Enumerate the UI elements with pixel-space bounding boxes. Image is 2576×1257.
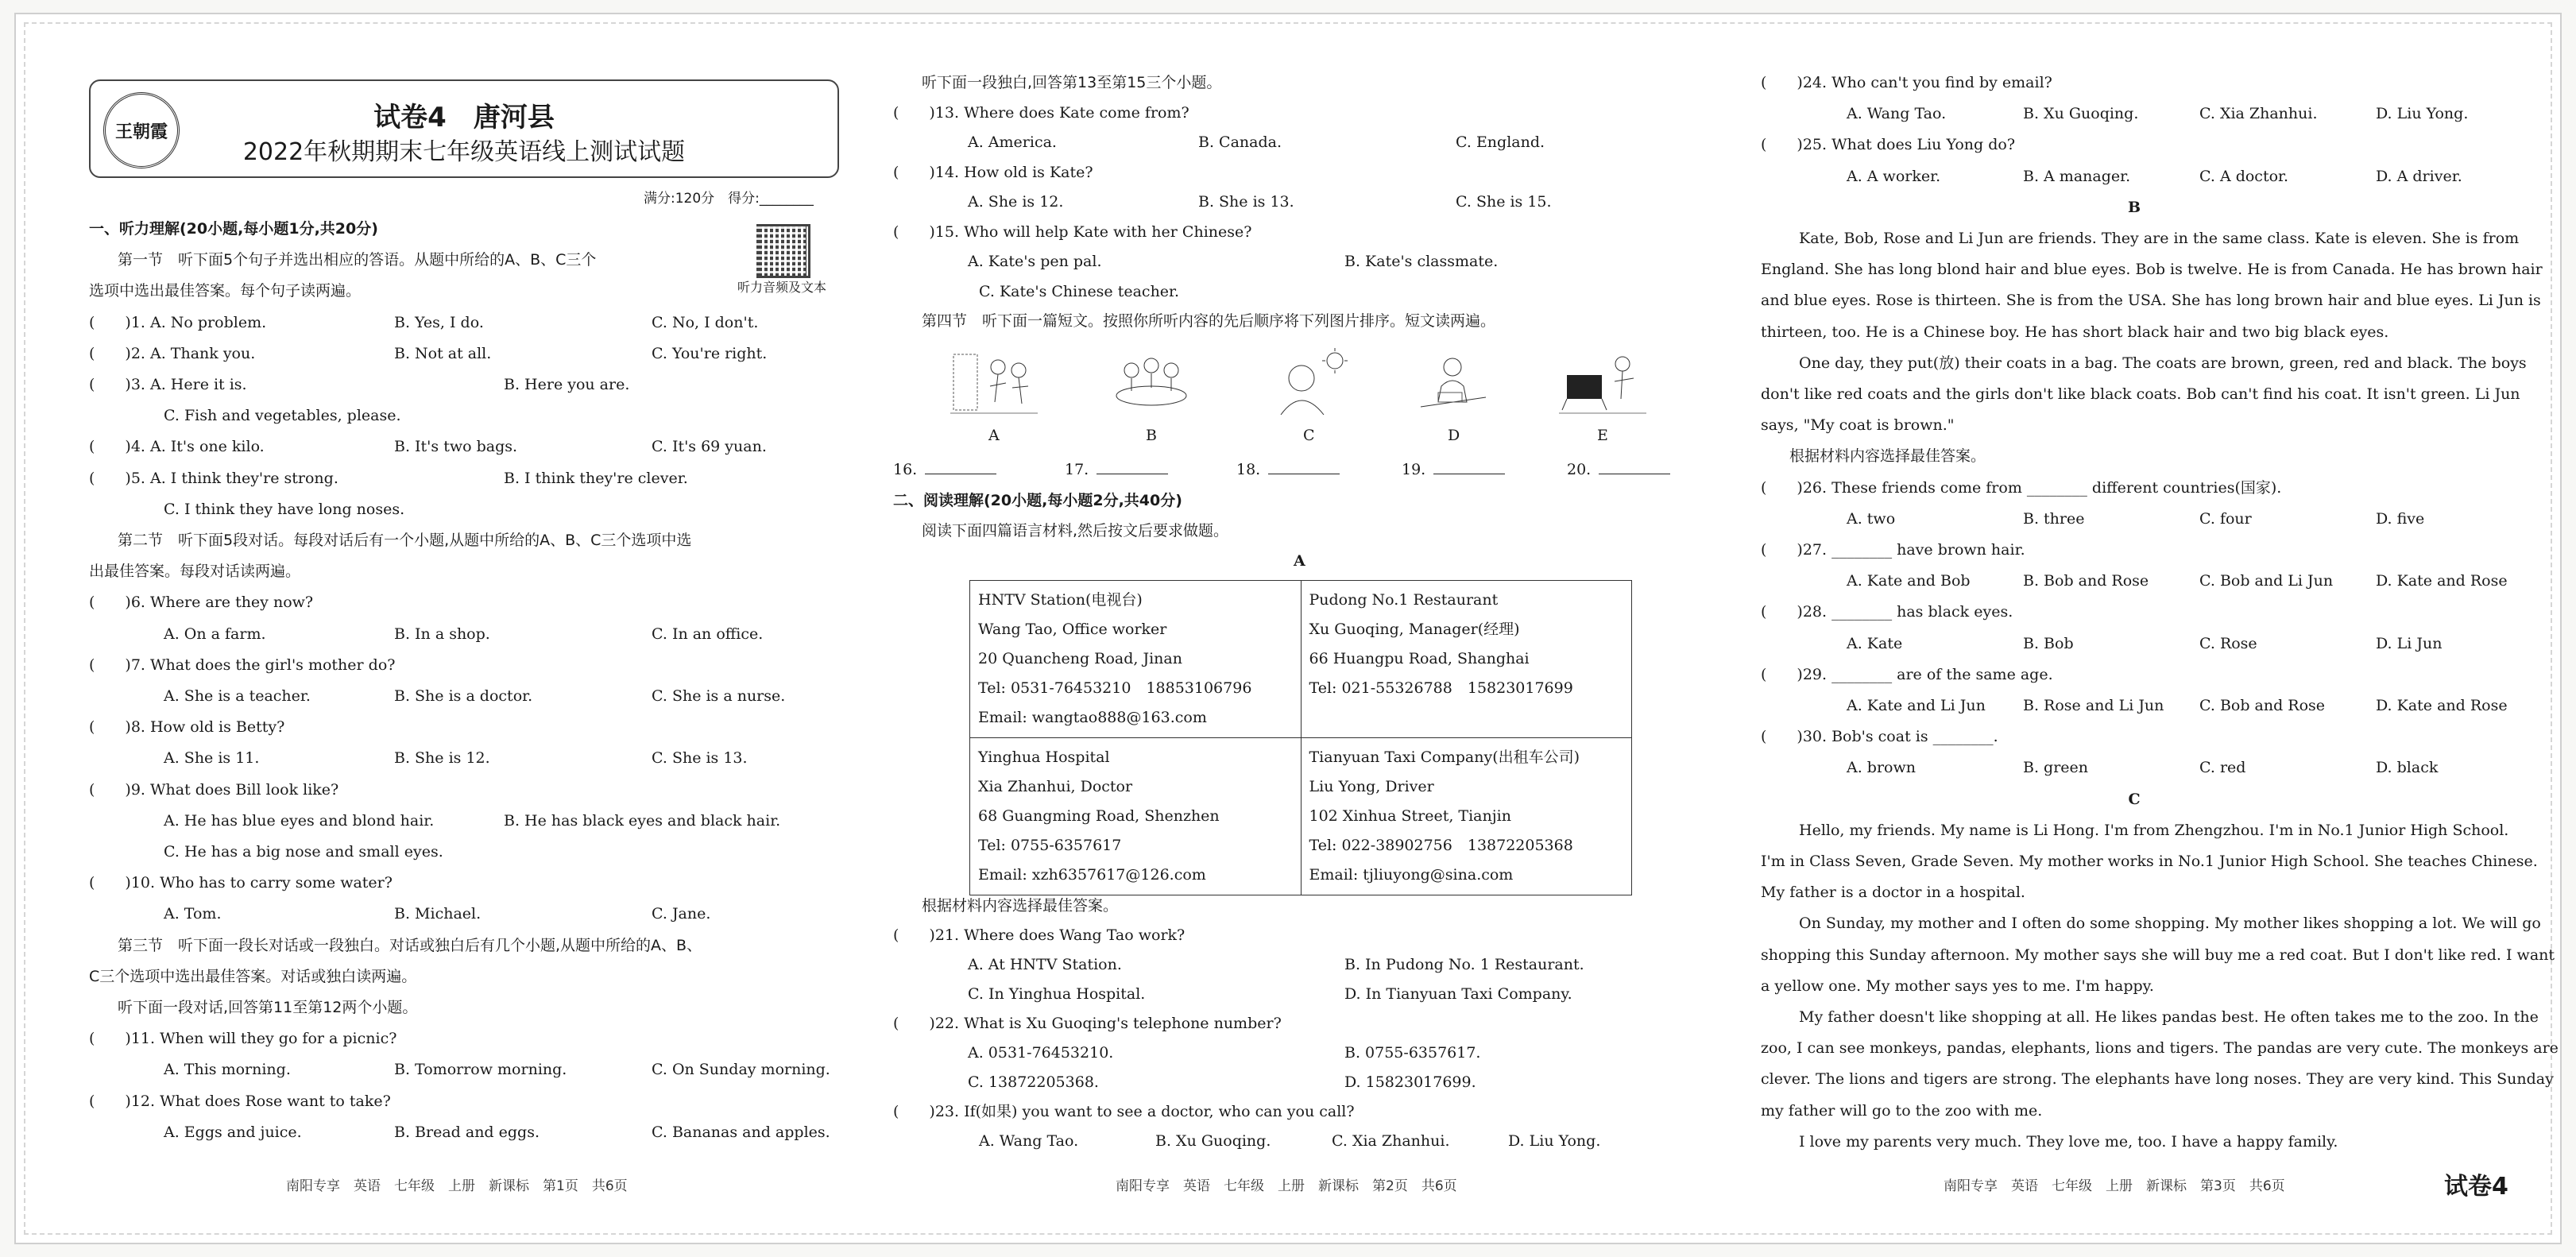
answer-option: B. Michael. — [394, 905, 482, 923]
passage-a-label: A — [1294, 552, 1305, 570]
address-line: Email: wangtao888@163.com — [978, 709, 1207, 726]
answer-option: A. Eggs and juice. — [164, 1123, 302, 1141]
publisher-logo: 王朝霞 — [103, 92, 180, 168]
answer-option: A. This morning. — [164, 1061, 291, 1079]
address-line: 102 Xinhua Street, Tianjin — [1309, 807, 1511, 825]
text-line: 一、听力理解(20小题,每小题1分,共20分) — [89, 220, 378, 238]
address-line: Pudong No.1 Restaurant — [1309, 591, 1499, 609]
text-line: ( )25. What does Liu Yong do? — [1761, 136, 2016, 154]
text-line: 根据材料内容选择最佳答案。 — [922, 897, 1119, 915]
text-line: ( )24. Who can't you find by email? — [1761, 74, 2052, 91]
picture-label: D — [1448, 427, 1460, 444]
address-line: Tel: 0531-76453210 18853106796 — [978, 679, 1252, 697]
text-line: ( )22. What is Xu Guoqing's telephone number? — [893, 1015, 1282, 1032]
text-line: C三个选项中选出最佳答案。对话或独白读两遍。 — [89, 967, 417, 985]
text-line: One day, they put(放) their coats in a bag. The coats are brown, green, red and black. The boys — [1799, 354, 2527, 372]
answer-option: B. He has black eyes and black hair. — [504, 811, 781, 830]
address-line: 68 Guangming Road, Shenzhen — [978, 807, 1220, 825]
address-card-pudong — [1301, 581, 1632, 738]
picture-c — [1265, 346, 1352, 418]
text-line: C. Kate's Chinese teacher. — [979, 282, 1180, 300]
answer-option: D. Li Jun — [2376, 634, 2443, 652]
answer-option: C. four — [2199, 509, 2252, 528]
footer-page-3: 南阳专享 英语 七年级 上册 新课标 第3页 共6页 — [1944, 1178, 2285, 1194]
answer-option: B. three — [2023, 509, 2085, 528]
answer-option: B. 0755-6357617. — [1344, 1044, 1481, 1062]
address-card-tianyuan — [1301, 738, 1632, 895]
answer-option: C. Rose — [2199, 634, 2257, 652]
answer-option: C. A doctor. — [2199, 167, 2289, 185]
answer-option: A. She is 12. — [968, 193, 1064, 211]
answer-option: C. She is 15. — [1456, 193, 1552, 211]
answer-option: B. Xu Guoqing. — [1155, 1132, 1271, 1150]
answer-option: A. 0531-76453210. — [968, 1044, 1114, 1062]
answer-option: B. Rose and Li Jun — [2023, 697, 2164, 714]
text-line: ( )13. Where does Kate come from? — [893, 103, 1189, 122]
footer-page-2: 南阳专享 英语 七年级 上册 新课标 第2页 共6页 — [1116, 1178, 1457, 1194]
answer-option: C. In an office. — [652, 625, 764, 643]
answer-option: A. Kate's pen pal. — [968, 253, 1102, 270]
text-line: ( )6. Where are they now? — [89, 594, 314, 612]
answer-option: D. A driver. — [2376, 167, 2462, 185]
text-line: clever. The lions and tigers are strong. The elephants have long noses. They are very kind. This Sunday — [1761, 1070, 2554, 1089]
answer-option: B. In Pudong No. 1 Restaurant. — [1344, 956, 1584, 973]
text-line: 第二节 听下面5段对话。每段对话后有一个小题,从题中所给的A、B、C三个选项中选 — [118, 532, 692, 549]
qr-caption: 听力音频及文本 — [737, 280, 827, 295]
answer-option: A. Kate and Li Jun — [1847, 697, 1986, 714]
text-line: ( )9. What does Bill look like? — [89, 780, 339, 799]
answer-option: C. Xia Zhanhui. — [2199, 105, 2318, 123]
answer-option: A. brown — [1847, 759, 1916, 777]
section-label: C — [2128, 790, 2141, 808]
address-line: Yinghua Hospital — [978, 748, 1110, 766]
answer-option: C. Bob and Li Jun — [2199, 572, 2334, 590]
address-table — [969, 580, 1632, 895]
answer-option: C. Xia Zhanhui. — [1332, 1132, 1450, 1150]
text-line: a yellow one. My mother says yes to me. I'm happy. — [1761, 977, 2154, 995]
answer-option: B. Bread and eggs. — [394, 1123, 540, 1141]
answer-blank-line[interactable] — [1268, 459, 1340, 474]
text-line: On Sunday, my mother and I often do some shopping. My mother likes shopping a lot. We will go — [1799, 915, 2541, 933]
text-line: ( )28. ________ has black eyes. — [1761, 603, 2013, 621]
answer-blank: 17. — [1065, 459, 1168, 479]
text-line: ( )11. When will they go for a picnic? — [89, 1030, 397, 1048]
answer-option: A. She is a teacher. — [164, 687, 311, 705]
question-item: ( )2. A. Thank you. — [89, 344, 256, 362]
answer-option: C. In Yinghua Hospital. — [968, 985, 1146, 1003]
answer-option: A. Wang Tao. — [979, 1132, 1079, 1150]
text-line: C. I think they have long noses. — [164, 500, 405, 518]
text-line: 第四节 听下面一篇短文。按照你所听内容的先后顺序将下列图片排序。短文读两遍。 — [922, 312, 1496, 330]
text-line: ( )14. How old is Kate? — [893, 163, 1093, 181]
question-item: ( )3. A. Here it is. — [89, 376, 247, 393]
picture-label: B — [1146, 427, 1157, 444]
address-card-hntv — [970, 581, 1302, 738]
address-line: Email: tjliuyong@sina.com — [1309, 866, 1514, 884]
answer-option: A. He has blue eyes and blond hair. — [164, 811, 435, 830]
text-line: thirteen, too. He is a Chinese boy. He has short black hair and two big black eyes. — [1761, 323, 2389, 341]
text-line: ( )30. Bob's coat is ________. — [1761, 728, 1998, 746]
question-item: ( )5. A. I think they're strong. — [89, 469, 338, 487]
answer-option: D. Kate and Rose — [2376, 572, 2508, 590]
answer-option: B. In a shop. — [394, 625, 490, 643]
address-line: Xia Zhanhui, Doctor — [978, 778, 1133, 795]
picture-b — [1108, 346, 1195, 418]
reading-heading: 二、阅读理解(20小题,每小题2分,共40分) — [893, 492, 1182, 509]
answer-blank-line[interactable] — [1599, 459, 1670, 474]
address-line: HNTV Station(电视台) — [978, 591, 1143, 609]
address-card-yinghua — [970, 738, 1302, 895]
answer-option: C. England. — [1456, 133, 1545, 151]
answer-option: D. five — [2376, 509, 2425, 528]
answer-option: A. Kate and Bob — [1847, 572, 1971, 590]
text-line: ( )7. What does the girl's mother do? — [89, 656, 396, 674]
text-line: England. She has long blond hair and blue eyes. Bob is twelve. He is from Canada. He has brown hair — [1761, 261, 2543, 279]
answer-option: B. Canada. — [1198, 133, 1282, 151]
text-line: I'm in Class Seven, Grade Seven. My mother works in No.1 Junior High School. She teaches Chinese. — [1761, 853, 2538, 870]
reading-instruction: 阅读下面四篇语言材料,然后按文后要求做题。 — [922, 522, 1229, 540]
answer-option: B. It's two bags. — [394, 438, 518, 456]
section-label: B — [2127, 198, 2141, 216]
answer-option: C. Jane. — [652, 905, 711, 923]
exam-subtitle: 2022年秋期期末七年级英语线上测试试题 — [242, 138, 686, 166]
answer-option: B. Bob and Rose — [2023, 572, 2149, 590]
address-line: Email: xzh6357617@126.com — [978, 866, 1206, 884]
text-line: zoo, I can see monkeys, pandas, elephants, lions and tigers. The pandas are very cute. The monkeys are — [1761, 1039, 2559, 1058]
answer-option: D. In Tianyuan Taxi Company. — [1344, 985, 1572, 1003]
text-line: 选项中选出最佳答案。每个句子读两遍。 — [89, 282, 362, 300]
text-line: ( )12. What does Rose want to take? — [89, 1092, 391, 1110]
text-line: ( )23. If(如果) you want to see a doctor, who can you call? — [893, 1103, 1355, 1120]
answer-option: B. I think they're clever. — [504, 469, 688, 487]
answer-option: C. She is 13. — [652, 749, 748, 768]
text-line: ( )15. Who will help Kate with her Chinese? — [893, 222, 1252, 241]
text-line: ( )27. ________ have brown hair. — [1761, 541, 2025, 559]
answer-option: C. You're right. — [652, 344, 768, 362]
paper-tag: 试卷4 — [2444, 1173, 2508, 1201]
picture-label: E — [1597, 427, 1608, 444]
answer-option: B. She is a doctor. — [394, 687, 533, 705]
answer-option: A. Tom. — [164, 905, 222, 923]
address-line: 20 Quancheng Road, Jinan — [978, 650, 1182, 667]
answer-blank: 16. — [893, 459, 996, 479]
text-line: 第三节 听下面一段长对话或一段独白。对话或独白后有几个小题,从题中所给的A、B、 — [118, 936, 702, 954]
text-line: shopping this Sunday afternoon. My mother says she will buy me a red coat. But I don't like red. I want — [1761, 946, 2555, 964]
answer-option: C. On Sunday morning. — [652, 1061, 830, 1079]
address-line: Tel: 0755-6357617 — [978, 837, 1122, 854]
answer-option: C. She is a nurse. — [652, 687, 786, 705]
text-line: my father will go to the zoo with me. — [1761, 1101, 2043, 1120]
answer-blank: 20. — [1567, 459, 1670, 479]
answer-option: B. She is 13. — [1198, 193, 1294, 211]
answer-blank: 18. — [1236, 459, 1340, 479]
address-line: Tel: 022-38902756 13872205368 — [1309, 837, 1573, 854]
answer-option: A. A worker. — [1847, 167, 1941, 185]
answer-blank: 19. — [1402, 459, 1505, 479]
answer-option: A. She is 11. — [164, 749, 260, 768]
text-line: ( )8. How old is Betty? — [89, 718, 285, 737]
text-line: says, "My coat is brown." — [1761, 416, 1955, 435]
answer-option: B. Kate's classmate. — [1344, 253, 1499, 270]
answer-option: C. 13872205368. — [968, 1073, 1099, 1091]
text-line: Hello, my friends. My name is Li Hong. I'm from Zhengzhou. I'm in No.1 Junior High School. — [1799, 821, 2509, 839]
text-line: C. Fish and vegetables, please. — [164, 407, 401, 425]
text-line: C. He has a big nose and small eyes. — [164, 843, 443, 861]
qr-pattern — [756, 224, 806, 273]
text-line: 出最佳答案。每段对话读两遍。 — [89, 563, 301, 581]
picture-a — [950, 346, 1038, 418]
address-line: Xu Guoqing, Manager(经理) — [1309, 621, 1520, 638]
text-line: ( )29. ________ are of the same age. — [1761, 665, 2053, 683]
address-line: Tel: 021-55326788 15823017699 — [1309, 679, 1573, 697]
address-line: Liu Yong, Driver — [1309, 778, 1434, 795]
answer-option: B. Yes, I do. — [394, 313, 484, 331]
answer-blank-line[interactable] — [1433, 459, 1505, 474]
answer-option: B. Not at all. — [394, 344, 492, 362]
text-line: ( )10. Who has to carry some water? — [89, 874, 393, 892]
answer-option: A. two — [1847, 509, 1896, 528]
answer-option: D. black — [2376, 759, 2439, 777]
answer-blank-line[interactable] — [1097, 459, 1168, 474]
answer-option: D. Liu Yong. — [2376, 105, 2469, 123]
text-line: My father is a doctor in a hospital. — [1761, 884, 2025, 902]
address-line: Wang Tao, Office worker — [978, 621, 1167, 638]
answer-option: C. It's 69 yuan. — [652, 438, 767, 456]
address-line: Tianyuan Taxi Company(出租车公司) — [1309, 748, 1580, 766]
text-line: I love my parents very much. They love me, too. I have a happy family. — [1799, 1132, 2338, 1151]
answer-option: A. Wang Tao. — [1847, 105, 1947, 123]
answer-option: B. Bob — [2023, 634, 2074, 652]
score-line: 满分:120分 得分:________ — [644, 191, 814, 207]
answer-option: A. America. — [968, 133, 1057, 151]
answer-option: B. Here you are. — [504, 376, 630, 393]
text-line: don't like red coats and the girls don't like black coats. Bob can't find his coat. It isn't green. Li Jun — [1761, 385, 2520, 403]
answer-option: D. 15823017699. — [1344, 1073, 1476, 1091]
answer-option: B. She is 12. — [394, 749, 490, 768]
exam-header — [89, 79, 839, 178]
answer-option: A. Kate — [1847, 634, 1903, 652]
answer-option: B. Tomorrow morning. — [394, 1061, 567, 1079]
text-line: My father doesn't like shopping at all. He likes pandas best. He often takes me to the zoo. In the — [1799, 1008, 2539, 1026]
question-item: ( )1. A. No problem. — [89, 313, 267, 331]
exam-title: 试卷4 唐河县 — [373, 102, 555, 133]
text-line: and blue eyes. Rose is thirteen. She is from the USA. She has long brown hair and blue eyes. Li Jun is — [1761, 292, 2541, 310]
text-line: Kate, Bob, Rose and Li Jun are friends. They are in the same class. Kate is eleven. She is from — [1799, 230, 2520, 247]
text-line: 第一节 听下面5个句子并选出相应的答语。从题中所给的A、B、C三个 — [118, 251, 597, 269]
picture-label: A — [988, 427, 1000, 444]
answer-option: C. No, I don't. — [652, 313, 759, 331]
picture-label: C — [1303, 427, 1315, 444]
address-line: 66 Huangpu Road, Shanghai — [1309, 650, 1530, 667]
text-line: ( )26. These friends come from ________ different countries(国家). — [1761, 478, 2282, 497]
text-line: ( )21. Where does Wang Tao work? — [893, 926, 1186, 944]
answer-option: A. On a farm. — [164, 625, 266, 643]
footer-page-1: 南阳专享 英语 七年级 上册 新课标 第1页 共6页 — [286, 1178, 628, 1194]
answer-option: A. At HNTV Station. — [968, 956, 1122, 973]
question-item: ( )4. A. It's one kilo. — [89, 438, 265, 456]
answer-option: C. Bob and Rose — [2199, 697, 2326, 714]
picture-e — [1559, 346, 1646, 418]
answer-option: C. red — [2199, 759, 2246, 777]
answer-blank-line[interactable] — [925, 459, 996, 474]
answer-option: D. Kate and Rose — [2376, 697, 2508, 714]
text-line: 听下面一段对话,回答第11至第12两个小题。 — [118, 999, 418, 1016]
text-line: 根据材料内容选择最佳答案。 — [1789, 447, 1986, 466]
text-line: 听下面一段独白,回答第13至第15三个小题。 — [922, 74, 1222, 91]
answer-option: B. Xu Guoqing. — [2023, 105, 2139, 123]
answer-option: B. green — [2023, 759, 2089, 777]
answer-option: B. A manager. — [2023, 167, 2131, 185]
answer-option: C. Bananas and apples. — [652, 1123, 830, 1141]
picture-d — [1410, 346, 1497, 418]
answer-option: D. Liu Yong. — [1508, 1132, 1601, 1150]
